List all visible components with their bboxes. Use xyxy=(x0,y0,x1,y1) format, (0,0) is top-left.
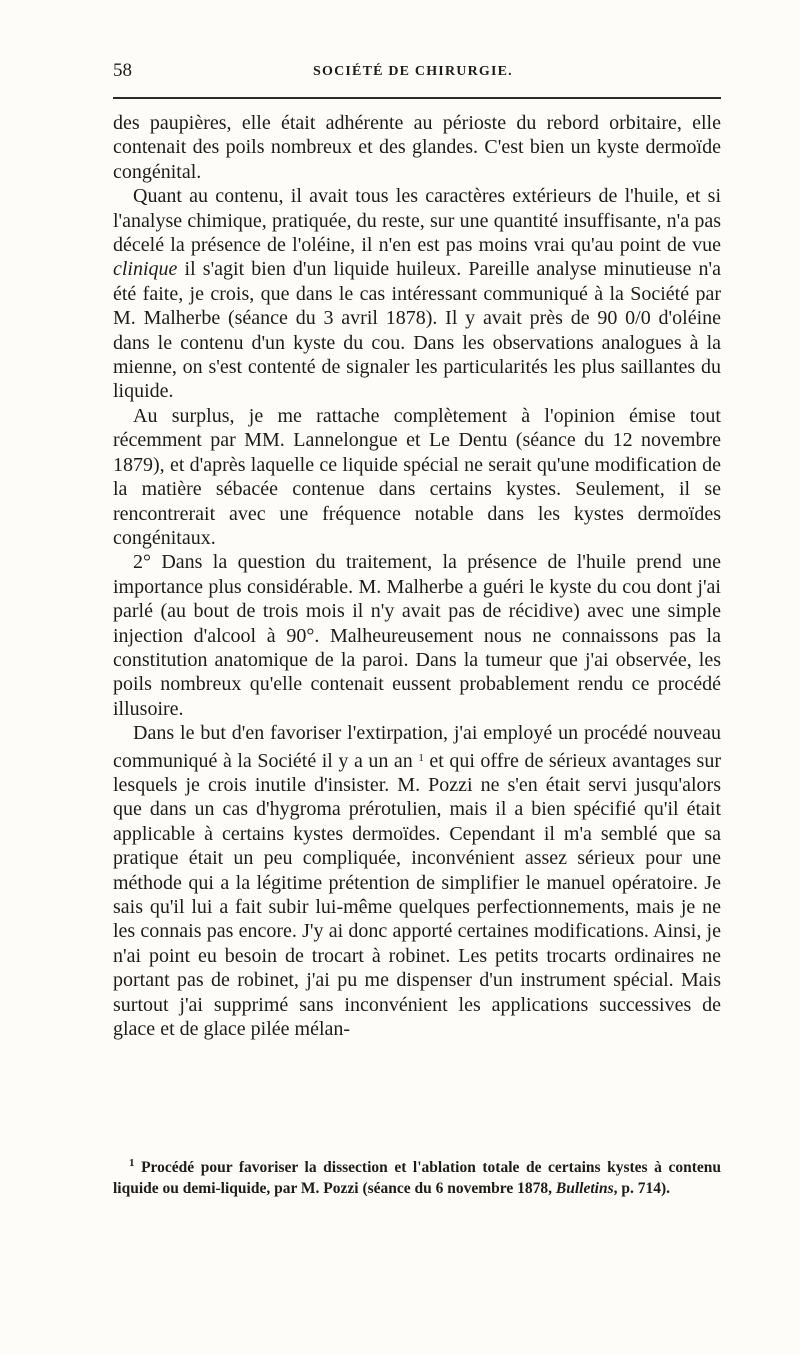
footnote-italic-bulletins: Bulletins xyxy=(555,1180,614,1197)
paragraph-5 xyxy=(113,721,721,1041)
paragraph-3: Au surplus, je me rattache complètement à l'opinion émise tout récemment par MM. Lannelongue et Le Dentu (séance du 12 novembre 1879), et d'après laquelle ce liquide spécial ne serait qu'une modification de la matière sébacée contenue dans certains kystes. Seulement, il se rencontrerait avec une fréquence notable dans les kystes dermoïdes congénitaux. xyxy=(113,404,721,549)
footnote-reference: 1 xyxy=(418,751,424,764)
page-number: 58 xyxy=(113,60,132,81)
footnote-marker: 1 xyxy=(129,1157,135,1169)
paragraph-2-text-b: il s'agit bien d'un liquide huileux. Pareille analyse minutieuse n'a été faite, je crois, que dans le cas intéressant communiqué à la Société par M. Malherbe (séance du 3 avril 1878). Il y avait près de 90 0/0 d'oléine dans le contenu d'un kyste du cou. Dans les observations analogues à la mienne, on s'est contenté de signaler les particularités les plus saillantes du liquide. xyxy=(113,258,721,403)
paragraph-2-text-a: Quant au contenu, il avait tous les caractères extérieurs de l'huile, et si l'analyse chimique, pratiquée, du reste, sur une quantité insuffisante, n'a pas décelé la présence de l'oléine, il n'en est pas moins vrai qu'au point de vue xyxy=(113,185,721,257)
header-rule xyxy=(113,97,721,99)
running-head: SOCIÉTÉ DE CHIRURGIE. xyxy=(313,64,513,79)
footnote-text-b: , p. 714). xyxy=(613,1180,671,1197)
paragraph-2 xyxy=(113,184,721,404)
body-text xyxy=(113,111,721,1041)
italic-clinique: clinique xyxy=(113,258,178,281)
page-header xyxy=(113,58,721,88)
paragraph-4: 2° Dans la question du traitement, la présence de l'huile prend une importance plus considérable. M. Malherbe a guéri le kyste du cou dont j'ai parlé (au bout de trois mois il n'y avait pas de récidive) avec une simple injection d'alcool à 90°. Malheureusement nous ne connaissons pas la constitution anatomique de la paroi. Dans la tumeur que j'ai observée, les poils nombreux qu'elle contenait eussent probablement rendu ce procédé illusoire. xyxy=(113,551,721,720)
footnote-text-a: Procédé pour favoriser la dissection et l'ablation totale de certains kystes à contenu liquide ou demi-liquide, par M. Pozzi (séance du 6 novembre 1878, xyxy=(113,1159,721,1197)
footnote-block xyxy=(113,1153,721,1199)
paragraph-5-text-b: et qui offre de sérieux avantages sur lesquels je crois inutile d'insister. M. Pozzi ne s'en était servi jusqu'alors que dans un cas d'hygroma prérotulien, mais il a bien spécifié qu'il était applicable à certains kystes dermoïdes. Cependant il m'a semblé que sa pratique était un peu compliquée, inconvénient assez sérieux pour une méthode qui a la légitime prétention de simplifier le manuel opératoire. Je sais qu'il lui a fait subir lui-même quelques perfectionnements, mais je ne les connais pas encore. J'y ai donc apporté certaines modifications. Ainsi, je n'ai point eu besoin de trocart à robinet. Les petits trocarts ordinaires ne portant pas de robinet, j'ai pu me dispenser d'un instrument spécial. Mais surtout j'ai supprimé sans inconvénient les applications successives de glace et de glace pilée mélan- xyxy=(113,749,721,1041)
footnote-1 xyxy=(113,1153,721,1199)
paragraph-1: des paupières, elle était adhérente au périoste du rebord orbitaire, elle contenait des poils nombreux et des glandes. C'est bien un kyste dermoïde congénital. xyxy=(113,112,721,183)
paragraph-5-text-a: Dans le but d'en favoriser l'extirpation, j'ai employé un procédé nouveau communiqué à la Société il y a un an xyxy=(113,722,721,772)
